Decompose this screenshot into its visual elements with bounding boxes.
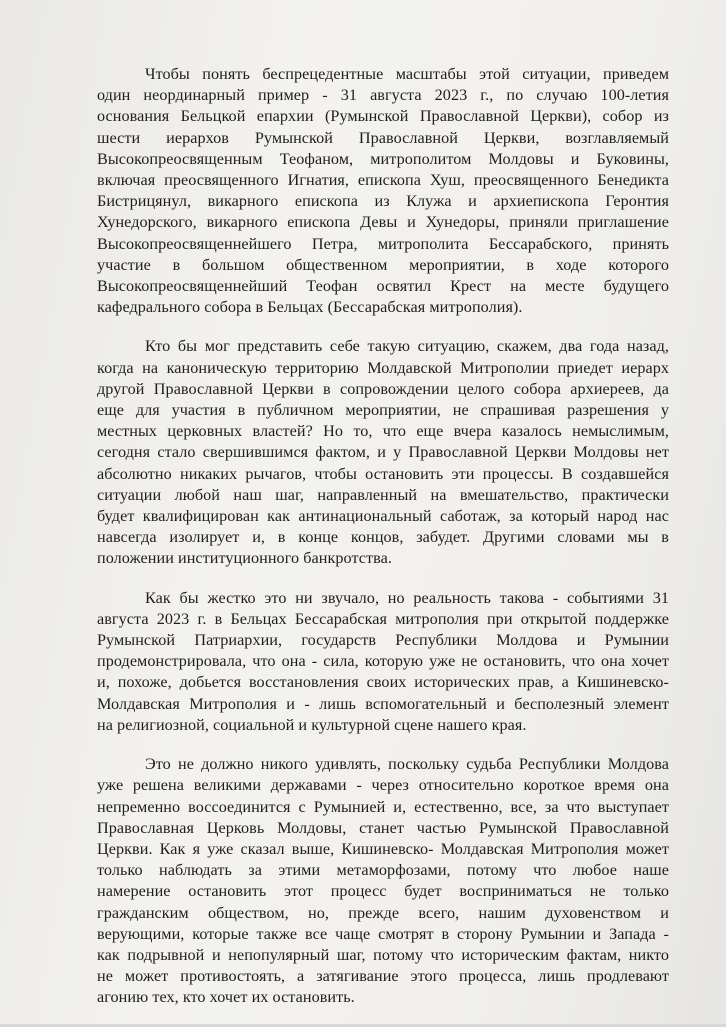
text-line: шести иерархов Румынской Православной Церкви, возглавляемый (97, 128, 669, 147)
text-line: ситуации любой наш шаг, направленный на вмешательство, практически (97, 485, 669, 504)
text-line: гражданским обществом, но, прежде всего, нашим духовенством и (97, 903, 669, 922)
text-line: Высокопреосвященным Теофаном, митрополитом Молдовы и Буковины, (97, 149, 669, 168)
text-line: непременно воссоединится с Румынией и, естественно, все, за что выступает (97, 797, 669, 816)
text-line: участие в большом общественном мероприятии, в ходе которого (97, 255, 669, 274)
text-line: Хунедорского, викарного епископа Девы и Хунедоры, приняли приглашение (97, 213, 669, 232)
text-line: агонию тех, кто хочет их остановить. (97, 988, 355, 1007)
paragraph-3 (97, 588, 669, 736)
text-line: один неординарный пример - 31 августа 2023 г., по случаю 100-летия (97, 86, 669, 105)
text-line: не может противостоять, а затягивание этого процесса, лишь продлевают (97, 967, 669, 986)
paragraph-2 (97, 336, 669, 569)
text-line: основания Бельцкой епархии (Румынской Православной Церкви), собор из (97, 107, 669, 126)
text-line: Церкви. Как я уже сказал выше, Кишиневско- Молдавская Митрополия может (97, 839, 669, 858)
paragraph-4 (97, 754, 669, 1008)
text-line: как подрывной и непопулярный шаг, потому что историческим фактам, никто (97, 945, 669, 964)
text-line: включая преосвященного Игнатия, епископа Хуш, преосвященного Бенедикта (97, 171, 669, 190)
text-line: местных церковных властей? Но то, что еще вчера казалось немыслимым, (97, 422, 669, 441)
text-line: кафедрального собора в Бельцах (Бессарабская митрополия). (97, 298, 523, 317)
text-line: верующими, которые также все чаще смотрят в сторону Румынии и Запада - (97, 924, 669, 943)
text-line: Чтобы понять беспрецедентные масштабы этой ситуации, приведем (145, 65, 669, 83)
text-line: навсегда изолирует и, в конце концов, забудет. Другими словами мы в (97, 528, 669, 547)
text-line: когда на каноническую территорию Молдавской Митрополии приедет иерарх (97, 358, 669, 377)
text-line: еще для участия в публичном мероприятии, не спрашивая разрешения у (97, 401, 669, 420)
text-line: будет квалифицирован как антинациональный саботаж, за который народ нас (97, 507, 669, 526)
text-line: на религиозной, социальной и культурной сцене нашего края. (97, 715, 527, 734)
text-line: Высокопреосвященнейший Теофан освятил Крест на месте будущего (97, 277, 669, 296)
text-line: августа 2023 г. в Бельцах Бессарабская митрополия при открытой поддержке (97, 609, 669, 628)
text-line: Православная Церковь Молдовы, станет частью Румынской Православной (97, 818, 669, 837)
text-line: уже решена великими державами - через относительно короткое время она (97, 776, 669, 795)
text-line: Румынской Патриархии, государств Республики Молдова и Румынии (97, 631, 669, 650)
text-line: Кто бы мог представить себе такую ситуацию, скажем, два года назад, (145, 337, 669, 356)
text-line: сегодня стало свершившимся фактом, и у Православной Церкви Молдовы нет (97, 443, 669, 462)
text-line: Молдавская Митрополия и - лишь вспомогательный и бесполезный элемент (97, 694, 669, 713)
text-line: продемонстрировала, что она - сила, которую уже не остановить, что она хочет (97, 652, 669, 671)
text-line: другой Православной Церкви в сопровождении целого собора архиереев, да (97, 379, 669, 398)
text-line: только наблюдать за этими метаморфозами, потому что любое наше (97, 861, 669, 880)
text-line: Это не должно никого удивлять, поскольку судьба Республики Молдова (145, 755, 669, 774)
text-line: Как бы жестко это ни звучало, но реальность такова - событиями 31 (145, 588, 669, 607)
text-line: Высокопреосвященнейшего Петра, митрополита Бессарабского, принять (97, 234, 669, 253)
text-line: и, похоже, добьется восстановления своих исторических прав, а Кишиневско- (97, 673, 669, 692)
text-line: намерение остановить этот процесс будет восприниматься не только (97, 882, 669, 901)
paragraph-1 (97, 64, 669, 318)
text-line: абсолютно никаких рычагов, чтобы остановить эти процессы. В создавшейся (97, 464, 669, 483)
text-line: положении институционного банкротства. (97, 549, 392, 568)
document-body (97, 64, 669, 1027)
text-line: Бистрицянул, викарного епископа из Клужа и архиепископа Геронтия (97, 192, 669, 211)
